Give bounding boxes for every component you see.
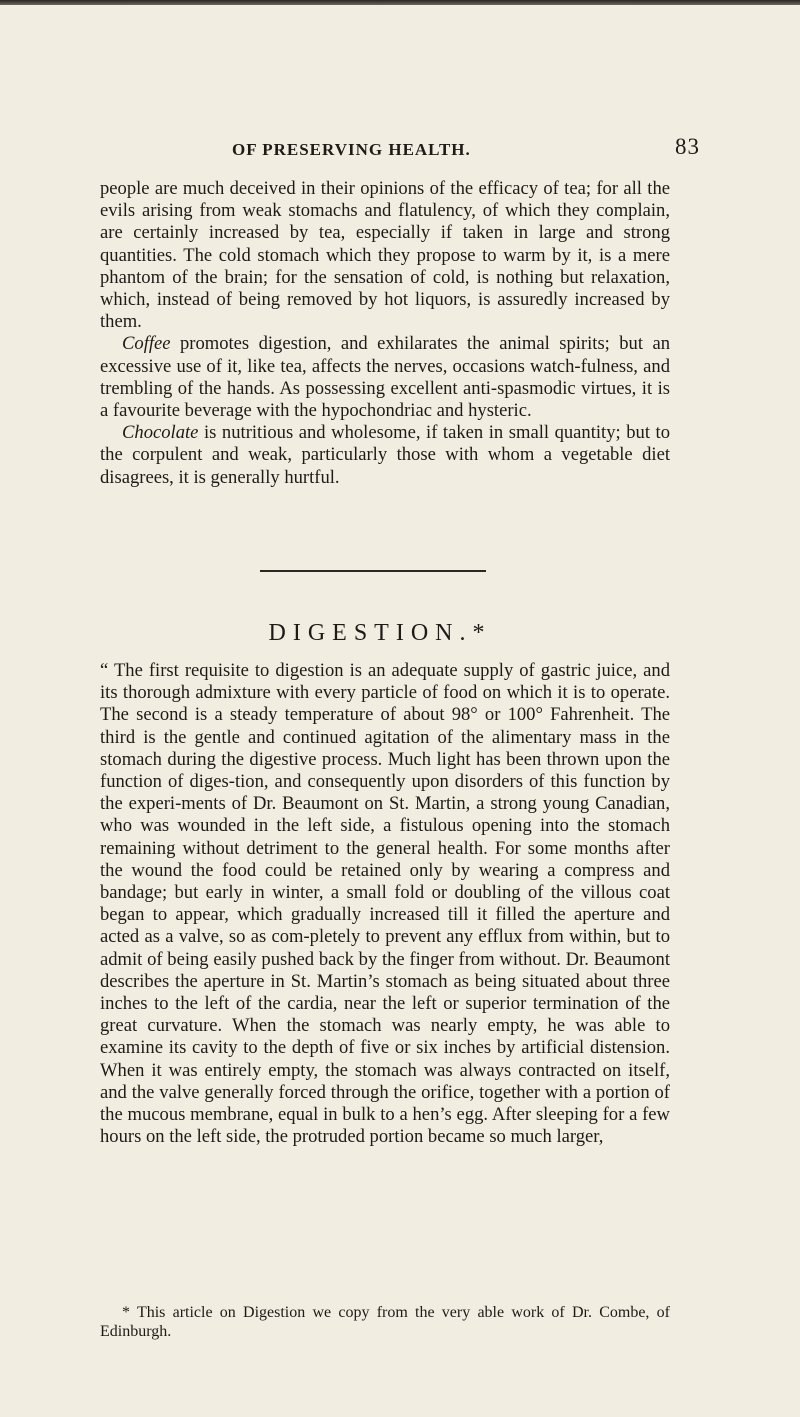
body-text <box>100 178 670 489</box>
paragraph-lead: Coffee <box>122 333 171 355</box>
section-paragraph: “ The first requisite to digestion is an adequate supply of gastric juice, and its thorough admixture with every particle of food on which it is to operate. The second is a steady temperature of about 98° or 100° Fahrenheit. The third is the gentle and continued agitation of the alimentary mass in the stomach during the digestive process. Much light has been thrown upon the function of diges-tion, and consequently upon disorders of this function by the experi-ments of Dr. Beaumont on St. Martin, a strong young Canadian, who was wounded in the left side, a fistulous opening into the stomach remaining without detriment to the general health. For some months after the wound the food could be retained only by wearing a compress and bandage; but early in winter, a small fold or doubling of the villous coat began to appear, which gradually increased till it filled the aperture and acted as a valve, so as com-pletely to prevent any efflux from within, but to admit of being easily pushed back by the finger from without. Dr. Beaumont describes the aperture in St. Martin’s stomach as being situated about three inches to the left of the cardia, near the left or superior termination of the great curvature. When the stomach was nearly empty, he was able to examine its cavity to the depth of five or six inches by artificial distension. When it was entirely empty, the stomach was always contracted on itself, and the valve generally forced through the orifice, together with a portion of the mucous membrane, equal in bulk to a hen’s egg. After sleeping for a few hours on the left side, the protruded portion became so much larger, <box>100 660 670 1148</box>
section-divider <box>260 570 486 572</box>
running-title: OF PRESERVING HEALTH. <box>232 140 471 159</box>
paragraph-coffee <box>100 333 670 422</box>
paragraph-text: promotes digestion, and exhilarates the animal spirits; but an excessive use of it, like tea, affects the nerves, occasions watch-fulness, and trembling of the hands. As possessing excellent anti-spasmodic virtues, it is a favourite beverage with the hypochondriac and hysteric. <box>100 333 670 422</box>
footnote <box>100 1303 670 1341</box>
paragraph-text: people are much deceived in their opinions of the efficacy of tea; for all the evils arising from weak stomachs and flatulency, of which they complain, are certainly increased by tea, especially if taken in large and strong quantities. The cold stomach which they propose to warm by it, is a mere phantom of the brain; for the sensation of cold, is nothing but relaxation, which, instead of being removed by hot liquors, is assuredly increased by them. <box>100 178 670 333</box>
paragraph-chocolate <box>100 422 670 489</box>
page-number: 83 <box>675 134 700 159</box>
page-header <box>100 132 700 172</box>
section-text <box>100 660 670 1148</box>
paragraph-lead: Chocolate <box>122 422 199 444</box>
section-title: DIGESTION.* <box>268 620 492 646</box>
paragraph-tea <box>100 178 670 333</box>
footnote-text: * This article on Digestion we copy from the very able work of Dr. Combe, of Edinburgh. <box>100 1304 670 1340</box>
paragraph-text: is nutritious and wholesome, if taken in small quantity; but to the corpulent and weak, particularly those with whom a vegetable diet disagrees, it is generally hurtful. <box>100 422 670 488</box>
top-edge-rule <box>0 0 800 5</box>
